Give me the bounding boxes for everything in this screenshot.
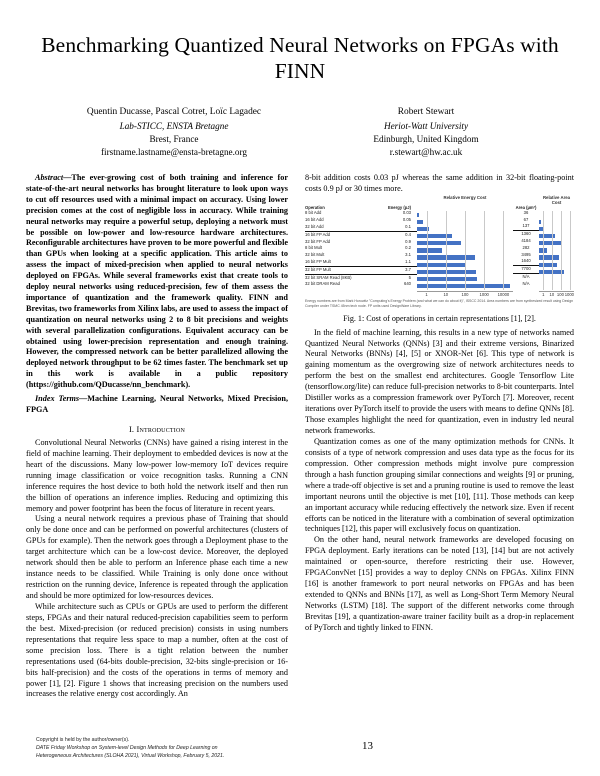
gridline [465, 211, 466, 289]
table-row [305, 275, 417, 282]
bar [417, 284, 510, 288]
bar [539, 255, 559, 259]
author-email: firstname.lastname@ensta-bretagne.org [100, 146, 248, 157]
paragraph-intro-3-cont: 8-bit addition costs 0.03 pJ whereas the same addition in 32-bit floating-point costs 0.9 pJ or 30 times more. [305, 172, 574, 193]
cell-energy: 0.4 [405, 231, 411, 237]
paragraph-intro-1: Convolutional Neural Networks (CNNs) have gained a rising interest in the field of machine learning. Their deployment to embedded devices is now at the heart of the discussions. Many low-power low-memory IoT devices require running image classification or voice recognition tasks. Running a CNN inference requires the host device to both hold the network itself and then run the billion of operations an inference implies. Reducing and optimizing this memory and power footprint has been the focus of literature in recent years. [26, 437, 288, 513]
bar [417, 220, 423, 224]
figure-1-caption: Fig. 1: Cost of operations in certain representations [1], [2]. [343, 313, 536, 323]
table-row [305, 224, 417, 231]
chart-title-energy: Relative Energy Cost [443, 194, 487, 200]
cell-operation: 8 bit Mult [305, 245, 322, 251]
cell-operation: 8 bit Add [305, 210, 322, 216]
figure-1-image [305, 195, 574, 310]
bar [417, 213, 419, 217]
axis-tick: 1 [542, 291, 545, 297]
bar [539, 241, 561, 245]
left-column [26, 173, 288, 700]
index-terms-lead-label: Index Terms— [35, 394, 88, 404]
figure-grid [305, 205, 574, 290]
paragraph-qnn: In the field of machine learning, this results in a new type of networks named Quantized Neural Networks (QNNs) [3] and their extreme versions, Binarized Neural Networks (BNNs) [4], [5] or XNOR-Net [6]. This type of network is gaining momentum as the overgrowing size of network architectures needs to perform the best on the smallest end architectures. Google Tensorflow Lite (tensorflow.org/lite) can reduce full-precision networks to 8-bit counterparts. Intel Distiller works as a compression framework over PyTorch [7]. Moreover, recent iterations over PyTorch itself to provide the users with means to define QNNs [8]. Those examples highlight the need for quantization, even in industry led neural network frameworks. [305, 327, 574, 436]
page-title: Benchmarking Quantized Neural Networks on FPGAs with FINN [41, 33, 559, 84]
cell-operation: 32 bit SRAM Read (8KB) [305, 274, 352, 280]
abstract-paragraph [26, 173, 288, 391]
figure-chart-titles [305, 195, 574, 205]
table-row [305, 266, 417, 275]
gridline [543, 211, 544, 289]
gridline [503, 211, 504, 289]
column-header-area: Area (µm²) [515, 204, 537, 210]
energy-bars [417, 211, 513, 289]
table-row [305, 217, 417, 224]
author-location: Brest, France [149, 133, 199, 144]
cell-energy: 0.03 [402, 210, 411, 216]
paragraph-intro-3: While architecture such as CPUs or GPUs are used to perform the different steps, FPGAs and their natural reduced-precision capabilities seem to perform the best. Mixed-precision (or reduced precision) consists in using numbers representations that require less space to map a number, often at the cost of some precision loss. There is a tight relation between the number representations used (64-bits double-precision, 32-bits single-precision or 16-bits half-precision) and the costs of the operations in terms of memory and power [1], [2]. Figure 1 shows that increasing precision on the numbers used increases the relative energy cost accordingly. An [26, 601, 288, 699]
copyright-line: Copyright is held by the author/owner(s). [36, 736, 130, 743]
bar [539, 220, 541, 224]
paragraph-frameworks: On the other hand, neural network frameworks are developed focusing on FPGA deployment. Early iterations can be noted [13], [14] but are not actively maintained or open-source, therefore restricting their use. However, FPGAConvNet [15] provides a way to deploy CNNs on FPGAs. Xilinx FINN [16] is another framework to port neural networks on FPGAs and has been extended to QNNs and BNNs [17], as well as Long-Short Term Memory Neural Networks (LSTM) [18]. The support of the different networks come through Brevitas [19], a quantization-aware trainer facility built as a drop-in replacement of PyTorch and tightly linked to FINN. [305, 535, 574, 632]
cell-energy: 3.7 [405, 266, 411, 272]
gridline [561, 211, 562, 289]
table-row [305, 210, 417, 217]
table-row [305, 231, 417, 239]
author-affiliation: Lab-STICC, ENSTA Bretagne [119, 120, 229, 131]
cell-energy: 0.1 [405, 224, 411, 230]
axis-tick: 10 [443, 291, 449, 297]
author-location: Edinburgh, United Kingdom [373, 133, 479, 144]
gridline [484, 211, 485, 289]
abstract-lead-label: Abstract— [35, 172, 72, 182]
axis-tick: 100 [461, 291, 469, 297]
right-column [305, 173, 574, 700]
cell-energy: 1.1 [405, 259, 411, 265]
table-row [305, 252, 417, 259]
cell-area: 282 [522, 244, 530, 250]
figure-source-note: Energy numbers are from Mark Horowitz "Computing's Energy Problem (and what we can do about it)", ISSCC 2014. Area numbers are from synthesized result using Design Compiler under TSMC 45nm tech node. FP units used DesignWare Library. [305, 299, 574, 309]
cell-operation: 32 bit DRAM Read [305, 281, 340, 287]
figure-1 [305, 195, 574, 323]
energy-bar-chart [417, 205, 513, 290]
cell-area: 4184 [521, 238, 531, 244]
paragraph-intro-2: Using a neural network requires a previous phase of Training that should only be done once and can be performed on powerful architectures (clusters of GPUs for example). Then the network goes through a Deployment phase to the target architecture which can be a low-cost device. Moreover, the deployed network should then be able to perform an Inference phase each time a new instance needs to be classified. While Training is only done once without restriction on the running device, Inference is repeated through the application and should be more optimized for low-resources devices. [26, 514, 288, 601]
bar [539, 263, 557, 267]
table-row [305, 281, 417, 288]
author-block-1 [48, 106, 300, 159]
cell-operation: 32 bit FP Add [305, 238, 331, 244]
page-number: 13 [362, 740, 373, 752]
paragraph-quantization: Quantization comes as one of the many optimization methods for CNNs. It consists of a type of network compression and uses data type as the focus for its compression. Other compression methods might involve pure compression through a hash function grouping similar connections and weights [9] or pruning, where a trade-off objective is set and a pruning routine is used to remove the least important neurons until the objective is met [10], [11]. Those methods can keep an important accuracy while reducing effectively the network size. Even if recent efforts can be noticed in the literature with a combination of several optimization techniques [12], this paper will exclusively focus on quantization. [305, 436, 574, 534]
cell-area: 36 [523, 209, 529, 215]
bar [539, 234, 555, 238]
axis-tick: 1 [425, 291, 428, 297]
bar [417, 248, 442, 252]
figure-table [305, 205, 417, 290]
energy-axis-ticks [417, 291, 513, 297]
gridline [570, 211, 571, 289]
axis-tick: 100 [556, 291, 564, 297]
bar [417, 227, 429, 231]
cell-operation: 32 bit Mult [305, 252, 325, 258]
bar [417, 241, 461, 245]
area-value-column [513, 205, 539, 290]
cell-energy: 5 [408, 274, 411, 280]
axis-tick: 10000 [497, 291, 510, 297]
cell-energy: 3.1 [405, 252, 411, 258]
copyright-footer [36, 736, 366, 760]
area-bar-chart [539, 205, 574, 290]
cell-energy: 0.2 [405, 245, 411, 251]
area-axis-ticks [539, 291, 574, 297]
axis-tick: 1000 [479, 291, 489, 297]
cell-area: 7700 [513, 265, 539, 274]
cell-area: 1640 [521, 258, 531, 264]
gridline [446, 211, 447, 289]
chart-title-area: Relative Area Cost [542, 194, 571, 205]
cell-area: 67 [523, 216, 529, 222]
bar [417, 234, 452, 238]
axis-tick: 10 [549, 291, 555, 297]
cell-energy: 640 [404, 281, 411, 287]
cell-operation: 16 bit FP Mult [305, 259, 331, 265]
author-names: Quentin Ducasse, Pascal Cotret, Loïc Lagadec [86, 107, 262, 118]
workshop-line-1: DATE Friday Workshop on System-level Design Methods for Deep Learning on [36, 744, 218, 751]
table-row [305, 239, 417, 246]
author-names: Robert Stewart [397, 107, 455, 118]
cell-area: N/A [522, 280, 530, 286]
workshop-line-2: Heterogeneous Architectures (SLOHA 2021), Virtual Workshop, February 5, 2021. [36, 752, 225, 759]
cell-energy: 0.05 [402, 217, 411, 223]
cell-operation: 32 bit FP Mult [305, 266, 331, 272]
figure-axes [305, 290, 574, 297]
cell-area: 137 [522, 223, 530, 229]
axis-tick: 1000 [564, 291, 575, 297]
index-terms-paragraph [26, 394, 288, 416]
area-bars [539, 211, 574, 289]
cell-area: 1360 [513, 230, 539, 238]
author-affiliation: Heriot-Watt University [383, 120, 469, 131]
column-header-operation: Operation [305, 204, 325, 210]
cell-area: 3495 [521, 251, 531, 257]
table-row [305, 245, 417, 252]
bar [417, 263, 465, 267]
cell-energy: 0.9 [405, 238, 411, 244]
abstract-text: The ever-growing cost of both training and inference for state-of-the-art neural networks has brought literature to look upon ways to cut off resources used with a minimal impact on accuracy. Using lower precision comes at the cost of negligible loss in accuracy. While training neural networks may require a powerful setup, deploying a network must be possible on low-power and low-resource hardware architectures. Reconfigurable architectures have proven to be more powerful and flexible than GPUs when looking at a specific application. This article aims to assess the impact of mixed-precision when applied to neural networks deployed on FPGAs. While several frameworks exist that create tools to deploy neural networks using reduced-precision, few of them assess the importance of quantization and the framework quality. FINN and Brevitas, two frameworks from Xilinx labs, are used to assess the impact of quantization on neural networks using 2 to 8 bit precisions and weights with several parallelization configurations. Equivalent accuracy can be obtained using lower-precision representation and enough training. However, the compressed network can be better parallelized allowing the deployed network throughput to be 62 times faster. The benchmark set up in this work is available in a public repository (https://github.com/QDucasse/nn_benchmark). [26, 172, 288, 390]
gridline [552, 211, 553, 289]
table-row [305, 259, 417, 266]
column-header-energy: Energy (pJ) [387, 204, 411, 210]
section-heading-introduction: I. Introduction [128, 424, 186, 434]
cell-operation: 16 bit FP Add [305, 231, 331, 237]
cell-operation: 16 bit Add [305, 217, 324, 223]
cell-area: N/A [522, 274, 530, 280]
cell-operation: 32 bit Add [305, 224, 324, 230]
body-columns [26, 173, 574, 700]
gridline [427, 211, 428, 289]
author-block-2 [300, 106, 552, 159]
index-terms-text: Machine Learning, Neural Networks, Mixed Precision, FPGA [26, 394, 288, 414]
author-email: r.stewart@hw.ac.uk [389, 146, 463, 157]
author-list [26, 106, 574, 159]
